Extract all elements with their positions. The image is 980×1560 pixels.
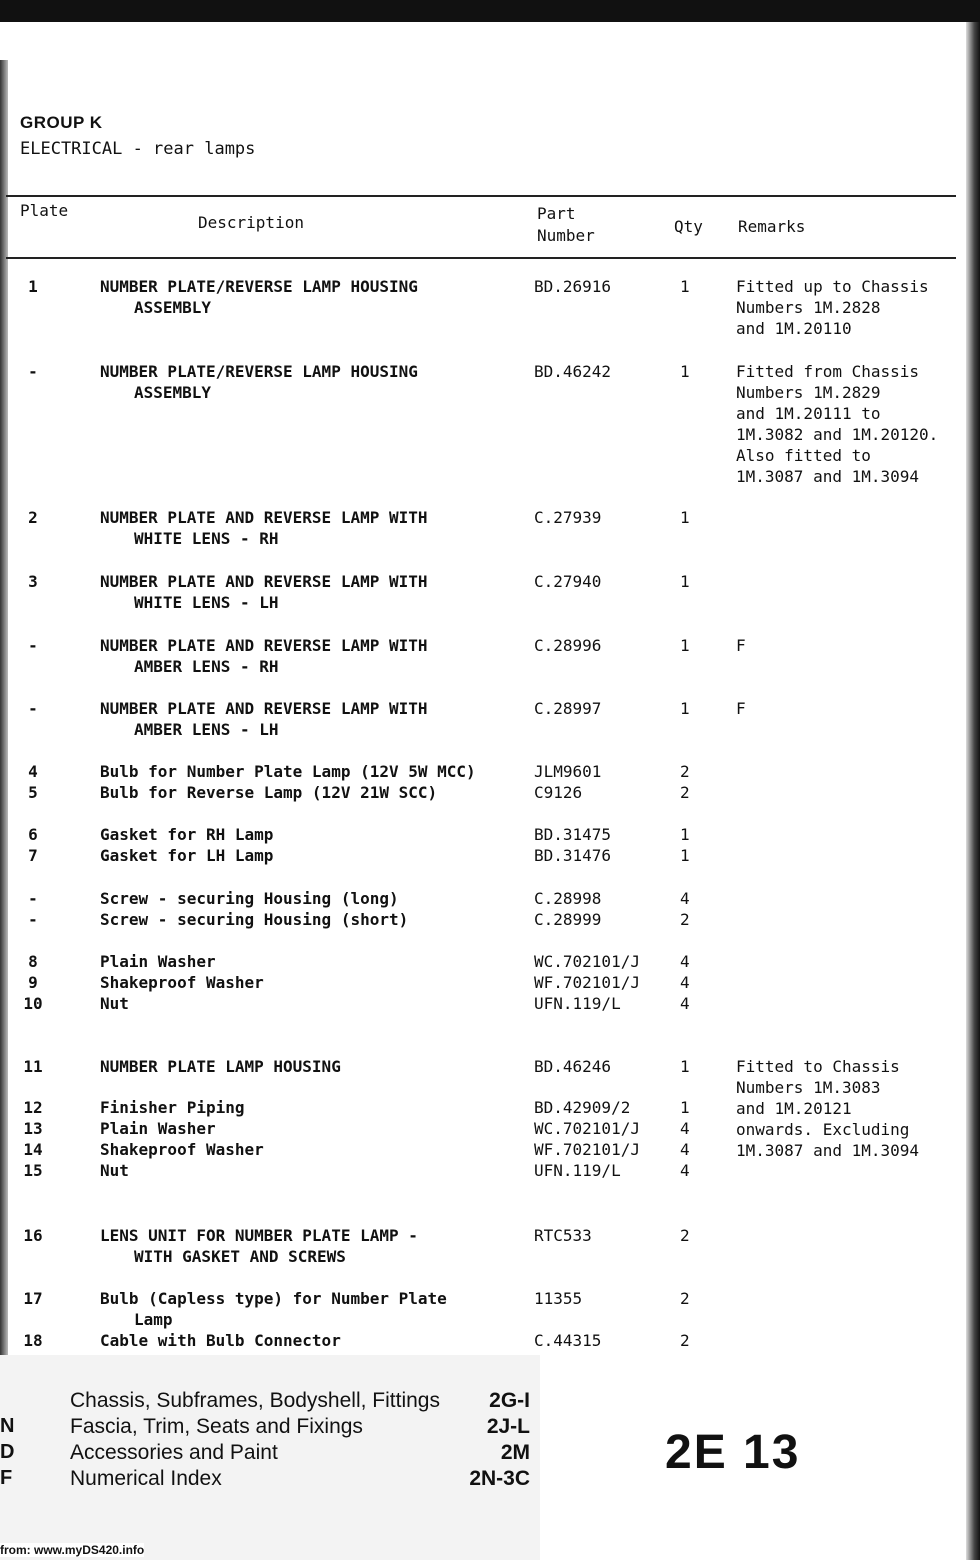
scan-right-edge <box>966 22 980 1560</box>
part-number: BD.46246 <box>534 1057 612 1076</box>
description-line: Screw - securing Housing (short) <box>100 910 409 929</box>
plate-number: 12 <box>23 1098 43 1117</box>
part-number: BD.42909/2 <box>534 1098 631 1117</box>
col-part-header-line2: Number <box>537 226 595 245</box>
description-line: Cable with Bulb Connector <box>100 1331 341 1350</box>
plate-number: - <box>28 889 38 908</box>
part-number: BD.46242 <box>534 362 612 381</box>
plate-number: 4 <box>28 762 38 781</box>
quantity: 2 <box>680 783 690 802</box>
part-number: UFN.119/L <box>534 994 621 1013</box>
part-number: BD.31476 <box>534 846 612 865</box>
side-letter: N <box>0 1415 15 1437</box>
footer-index-item <box>70 1440 530 1466</box>
item-description <box>100 507 520 549</box>
part-number: C.44315 <box>534 1331 602 1350</box>
description-line: Plain Washer <box>100 952 216 971</box>
plate-number: 18 <box>23 1331 43 1350</box>
item-description <box>100 761 520 782</box>
plate-number: - <box>28 910 38 929</box>
col-part-header <box>537 203 595 247</box>
quantity: 1 <box>680 699 690 718</box>
footer-index-label: Chassis, Subframes, Bodyshell, Fittings <box>70 1389 440 1412</box>
description-line: Bulb (Capless type) for Number Plate <box>100 1289 447 1308</box>
quantity: 2 <box>680 762 690 781</box>
quantity: 4 <box>680 1119 690 1138</box>
description-continuation: AMBER LENS - RH <box>134 657 279 676</box>
quantity: 4 <box>680 1161 690 1180</box>
plate-number: 15 <box>23 1161 43 1180</box>
part-number: C9126 <box>534 783 583 802</box>
description-line: Screw - securing Housing (long) <box>100 889 399 908</box>
remarks: Fitted to Chassis Numbers 1M.3083 and 1M.20121 onwards. Excluding 1M.3087 and 1M.3094 <box>736 1057 920 1160</box>
description-line: Shakeproof Washer <box>100 973 264 992</box>
footer-index-code: 2J-L <box>486 1415 530 1438</box>
description-line: Bulb for Reverse Lamp (12V 21W SCC) <box>100 783 438 802</box>
description-line: Finisher Piping <box>100 1098 245 1117</box>
plate-number: 16 <box>23 1226 43 1245</box>
item-description <box>100 635 520 677</box>
footer-index-label: Fascia, Trim, Seats and Fixings <box>70 1415 363 1438</box>
item-description <box>100 1160 520 1181</box>
scan-left-edge <box>0 60 8 1360</box>
quantity: 1 <box>680 508 690 527</box>
item-description <box>100 1097 520 1118</box>
quantity: 1 <box>680 1098 690 1117</box>
table-top-rule <box>6 195 956 197</box>
description-line: NUMBER PLATE/REVERSE LAMP HOUSING <box>100 362 418 381</box>
plate-number: 11 <box>23 1057 43 1076</box>
item-description <box>100 1056 520 1077</box>
description-continuation: ASSEMBLY <box>134 383 212 402</box>
part-number: JLM9601 <box>534 762 602 781</box>
remarks: F <box>736 699 746 718</box>
footer-index-code: 2G-I <box>489 1389 530 1412</box>
remarks: Fitted up to Chassis Numbers 1M.2828 and 1M.20110 <box>736 277 929 338</box>
col-part-header-line1: Part <box>537 204 576 223</box>
description-continuation: ASSEMBLY <box>134 298 212 317</box>
plate-number: 1 <box>28 277 38 296</box>
plate-number: 3 <box>28 572 38 591</box>
plate-number: - <box>28 362 38 381</box>
footer-index-item <box>70 1466 530 1492</box>
description-line: NUMBER PLATE AND REVERSE LAMP WITH <box>100 572 428 591</box>
footer-index-label: Numerical Index <box>70 1467 222 1490</box>
group-title: GROUP K <box>20 113 103 132</box>
section-title: ELECTRICAL - rear lamps <box>20 139 256 159</box>
quantity: 4 <box>680 952 690 971</box>
footer-index-code: 2N-3C <box>469 1467 530 1490</box>
part-number: BD.31475 <box>534 825 612 844</box>
item-description <box>100 1288 520 1330</box>
side-letter: F <box>0 1467 13 1489</box>
item-description <box>100 1118 520 1139</box>
part-number: C.28996 <box>534 636 602 655</box>
description-line: Nut <box>100 994 129 1013</box>
item-description <box>100 782 520 803</box>
side-index-letters <box>0 1413 14 1491</box>
page-header <box>20 110 255 162</box>
description-continuation: WHITE LENS - LH <box>134 593 279 612</box>
description-continuation: AMBER LENS - LH <box>134 720 279 739</box>
plate-number: 7 <box>28 846 38 865</box>
description-line: Gasket for RH Lamp <box>100 825 274 844</box>
quantity: 2 <box>680 1289 690 1308</box>
part-number: C.28997 <box>534 699 602 718</box>
side-letter: D <box>0 1441 15 1463</box>
col-qty-header: Qty <box>674 217 703 236</box>
plate-number: 17 <box>23 1289 43 1308</box>
item-description <box>100 951 520 972</box>
description-line: Bulb for Number Plate Lamp (12V 5W MCC) <box>100 762 476 781</box>
description-line: NUMBER PLATE AND REVERSE LAMP WITH <box>100 636 428 655</box>
plate-number: 8 <box>28 952 38 971</box>
page-code: 2E 13 <box>665 1426 801 1479</box>
description-line: LENS UNIT FOR NUMBER PLATE LAMP - <box>100 1226 418 1245</box>
quantity: 2 <box>680 1331 690 1350</box>
item-description <box>100 698 520 740</box>
part-number: BD.26916 <box>534 277 612 296</box>
footer-index-list <box>70 1388 530 1492</box>
description-line: NUMBER PLATE AND REVERSE LAMP WITH <box>100 508 428 527</box>
item-description <box>100 888 520 909</box>
quantity: 4 <box>680 973 690 992</box>
source-credit: from: www.myDS420.info <box>0 1543 145 1557</box>
remarks: F <box>736 636 746 655</box>
plate-number: 5 <box>28 783 38 802</box>
col-description-header: Description <box>198 213 304 232</box>
plate-number: 14 <box>23 1140 43 1159</box>
footer-index-item <box>70 1414 530 1440</box>
description-line: NUMBER PLATE/REVERSE LAMP HOUSING <box>100 277 418 296</box>
plate-number: 9 <box>28 973 38 992</box>
item-description <box>100 972 520 993</box>
scan-top-border <box>0 0 980 22</box>
quantity: 1 <box>680 277 690 296</box>
col-plate-header: Plate <box>20 201 69 220</box>
footer-index-label: Accessories and Paint <box>70 1441 278 1464</box>
description-continuation: WITH GASKET AND SCREWS <box>134 1247 346 1266</box>
part-number: UFN.119/L <box>534 1161 621 1180</box>
part-number: WC.702101/J <box>534 1119 640 1138</box>
part-number: C.28999 <box>534 910 602 929</box>
quantity: 1 <box>680 1057 690 1076</box>
item-description <box>100 824 520 845</box>
plate-number: 6 <box>28 825 38 844</box>
description-line: Shakeproof Washer <box>100 1140 264 1159</box>
quantity: 1 <box>680 636 690 655</box>
quantity: 4 <box>680 889 690 908</box>
description-continuation: Lamp <box>134 1310 173 1329</box>
part-number: C.28998 <box>534 889 602 908</box>
part-number: C.27939 <box>534 508 602 527</box>
footer-index-item <box>70 1388 530 1414</box>
remarks: Fitted from Chassis Numbers 1M.2829 and 1M.20111 to 1M.3082 and 1M.20120. Also fitted to 1M.3087 and 1M.3094 <box>736 362 939 486</box>
description-line: Plain Washer <box>100 1119 216 1138</box>
part-number: WC.702101/J <box>534 952 640 971</box>
description-line: NUMBER PLATE LAMP HOUSING <box>100 1057 341 1076</box>
item-description <box>100 1330 520 1351</box>
description-continuation: WHITE LENS - RH <box>134 529 279 548</box>
quantity: 2 <box>680 910 690 929</box>
part-number: WF.702101/J <box>534 973 640 992</box>
quantity: 1 <box>680 572 690 591</box>
quantity: 4 <box>680 994 690 1013</box>
plate-number: - <box>28 636 38 655</box>
item-description <box>100 1225 520 1267</box>
item-description <box>100 909 520 930</box>
quantity: 1 <box>680 825 690 844</box>
item-description <box>100 845 520 866</box>
part-number: C.27940 <box>534 572 602 591</box>
part-number: WF.702101/J <box>534 1140 640 1159</box>
description-line: NUMBER PLATE AND REVERSE LAMP WITH <box>100 699 428 718</box>
item-description <box>100 361 520 403</box>
plate-number: 2 <box>28 508 38 527</box>
footer-index-code: 2M <box>500 1441 530 1464</box>
item-description <box>100 276 520 318</box>
quantity: 4 <box>680 1140 690 1159</box>
description-line: Nut <box>100 1161 129 1180</box>
part-number: RTC533 <box>534 1226 592 1245</box>
plate-number: - <box>28 699 38 718</box>
quantity: 1 <box>680 846 690 865</box>
description-line: Gasket for LH Lamp <box>100 846 274 865</box>
table-header-rule <box>6 257 956 259</box>
item-description <box>100 1139 520 1160</box>
plate-number: 13 <box>23 1119 43 1138</box>
part-number: 11355 <box>534 1289 583 1308</box>
quantity: 1 <box>680 362 690 381</box>
quantity: 2 <box>680 1226 690 1245</box>
item-description <box>100 571 520 613</box>
plate-number: 10 <box>23 994 43 1013</box>
item-description <box>100 993 520 1014</box>
col-remarks-header: Remarks <box>738 217 806 236</box>
